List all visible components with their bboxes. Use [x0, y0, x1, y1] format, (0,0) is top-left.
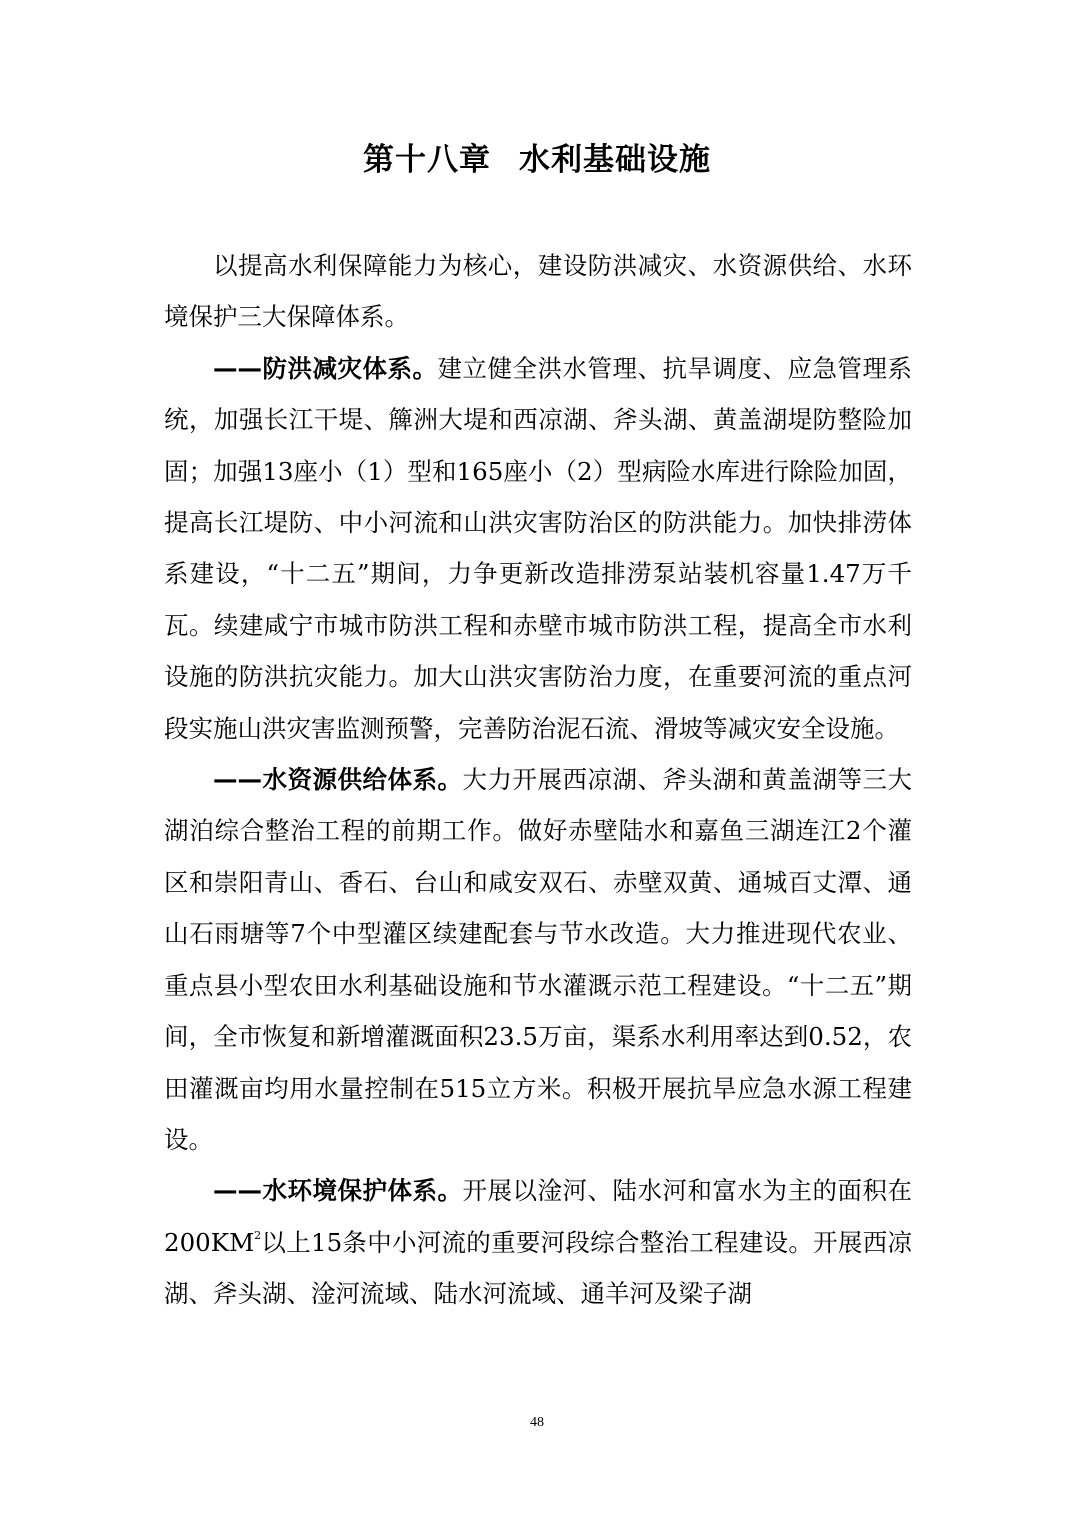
water-environment-paragraph — [164, 1165, 912, 1319]
flood-control-heading: ——防洪减灾体系。 — [213, 353, 438, 383]
area-unit-superscript: 2 — [254, 1228, 262, 1242]
body-text — [164, 240, 912, 1320]
water-environment-text-1: 开展以淦河、陆水河和富水为主的面积在200KM — [164, 1176, 912, 1257]
water-supply-paragraph — [164, 754, 912, 1165]
flood-control-text: 建立健全洪水管理、抗旱调度、应急管理系统，加强长江干堤、簰洲大堤和西凉湖、斧头湖、黄盖湖堤防整险加固；加强13座小（1）型和165座小（2）型病险水库进行除险加固，提高长江堤防、中小河流和山洪灾害防治区的防洪能力。加快排涝体系建设，“十二五”期间，力争更新改造排涝泵站装机容量1.47万千瓦。续建咸宁市城市防洪工程和赤壁市城市防洪工程，提高全市水利设施的防洪抗灾能力。加大山洪灾害防治力度，在重要河流的重点河段实施山洪灾害监测预警，完善防治泥石流、滑坡等减灾安全设施。 — [164, 353, 912, 743]
intro-paragraph: 以提高水利保障能力为核心，建设防洪减灾、水资源供给、水环境保护三大保障体系。 — [164, 251, 912, 332]
chapter-title — [0, 138, 1074, 182]
water-supply-heading: ——水资源供给体系。 — [213, 765, 463, 795]
page-number: 48 — [530, 1415, 544, 1430]
flood-control-paragraph — [164, 343, 912, 754]
chapter-name: 水利基础设施 — [519, 142, 711, 178]
chapter-number: 第十八章 — [363, 142, 491, 178]
water-environment-heading: ——水环境保护体系。 — [213, 1176, 463, 1206]
water-environment-text-2: 以上15条中小河流的重要河段综合整治工程建设。开展西凉湖、斧头湖、淦河流域、陆水河流域、通羊河及梁子湖 — [164, 1227, 912, 1309]
water-supply-text: 大力开展西凉湖、斧头湖和黄盖湖等三大湖泊综合整治工程的前期工作。做好赤壁陆水和嘉鱼三湖连江2个灌区和崇阳青山、香石、台山和咸安双石、赤壁双黄、通城百丈潭、通山石雨塘等7个中型灌区续建配套与节水改造。大力推进现代农业、重点县小型农田水利基础设施和节水灌溉示范工程建设。“十二五”期间，全市恢复和新增灌溉面积23.5万亩，渠系水利用率达到0.52，农田灌溉亩均用水量控制在515立方米。积极开展抗旱应急水源工程建设。 — [164, 765, 912, 1154]
